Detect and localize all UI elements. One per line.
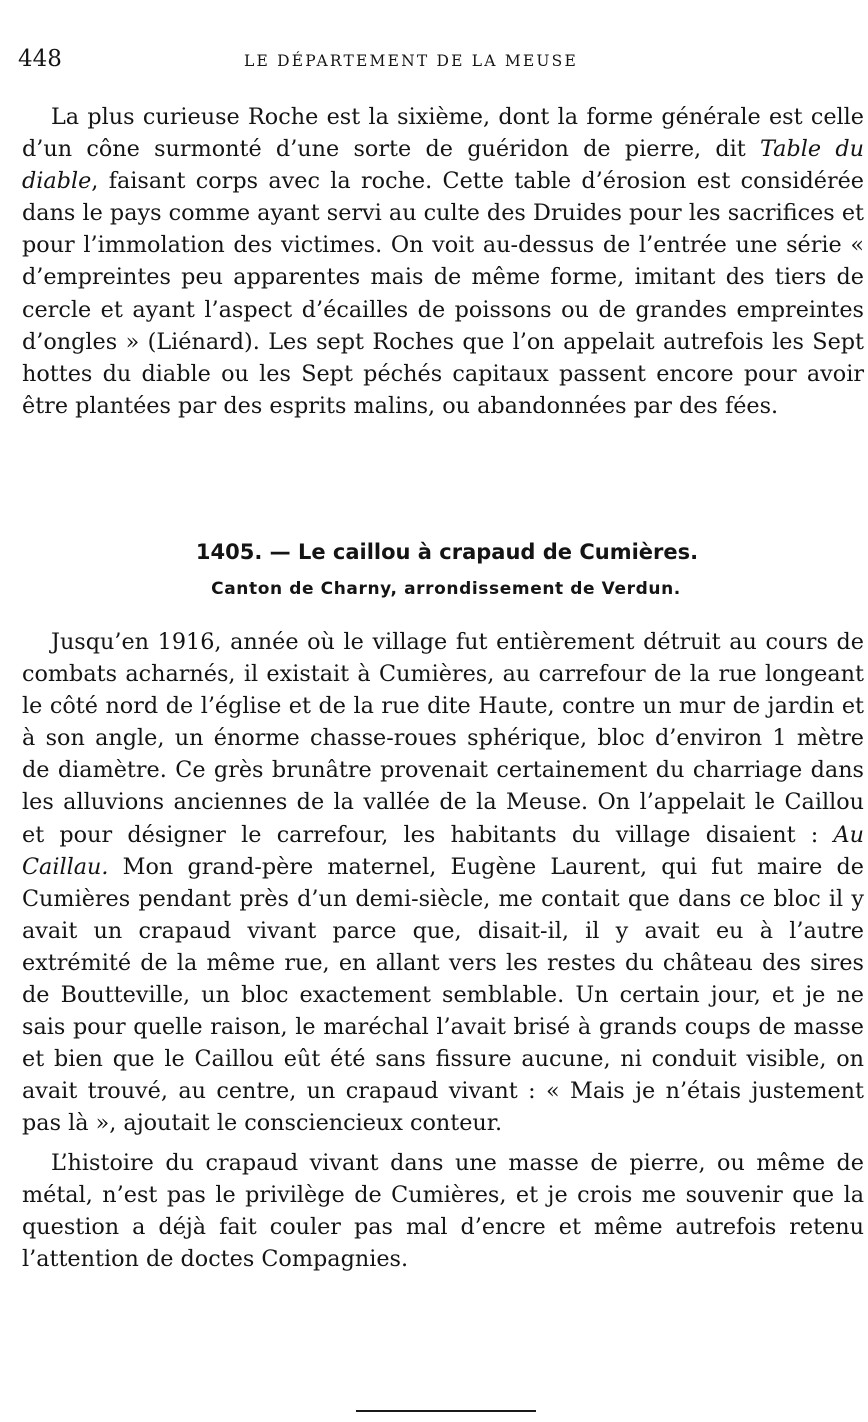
running-header [18,46,864,82]
italic-term: Au Caillau. [22,821,864,880]
section-heading [0,540,868,564]
paragraph-closing: L’histoire du crapaud vivant dans une masse de pierre, ou même de métal, n’est pas le privilège de Cumières, et je crois me souvenir que la question a déjà fait couler pas mal d’encre et même autrefois retenu l’attention de doctes Compagnies. [22,1150,864,1273]
section-number: 1405. [195,540,263,564]
paragraph-roche-description [22,101,864,422]
section-title: — Le caillou à crapaud de Cumières. [262,540,699,564]
paragraph-text: Jusqu’en 1916, année où le village fut entièrement détruit au cours de combats acharnés, il existait à Cumières, au carrefour de la rue longeant le côté nord de l’église et de la rue dite Haute, contre un mur de jardin et à son angle, un énorme chasse-roues sphérique, bloc d’environ 1 mètre de diamètre. Ce grès brunâtre provenait certainement du charriage dans les alluvions anciennes de la vallée de la Meuse. On l’appelait le Caillou et pour désigner le carrefour, les habitants du village disaient : [22,629,864,848]
page-number: 448 [18,46,62,72]
paragraph-text: La plus curieuse Roche est la sixième, dont la forme générale est celle d’un cône surmonté d’une sorte de guéridon de pierre, dit [22,104,864,163]
paragraph-text: Mon grand-père maternel, Eugène Laurent, qui fut maire de Cumières pendant près d’un demi-siècle, me contait que dans ce bloc il y avait un crapaud vivant parce que, disait-il, il y avait eu à l’autre extrémité de la même rue, en allant vers les restes du château des sires de Boutteville, un bloc exactement semblable. Un certain jour, et je ne sais pour quelle raison, le maréchal l’avait brisé à grands coups de masse et bien que le Caillou eût été sans fissure aucune, ni conduit visible, on avait trouvé, au centre, un crapaud vivant : « Mais je n’étais justement pas là », ajoutait le consciencieux conteur. [22,853,864,1137]
italic-term: Table du diable [22,136,864,195]
section-subtitle: Canton de Charny, arrondissement de Verdun. [211,579,681,599]
paragraph-text: , faisant corps avec la roche. Cette table d’érosion est considérée dans le pays comme ayant servi au culte des Druides pour les sacrifices et pour l’immolation des victimes. On voit au-dessus de l’entrée une série « d’empreintes peu apparentes mais de même forme, imitant des tiers de cercle et ayant l’aspect d’écailles de poissons ou de grandes empreintes d’ongles » (Liénard). Les sept Roches que l’on appelait autrefois les Sept hottes du diable ou les Sept péchés capitaux passent encore pour avoir être plantées par des esprits malins, ou abandonnées par des fées. [22,168,864,419]
running-title: LE DÉPARTEMENT DE LA MEUSE [244,52,579,70]
paragraph-caillou-story [22,626,864,1140]
section-end-rule [356,1410,536,1412]
